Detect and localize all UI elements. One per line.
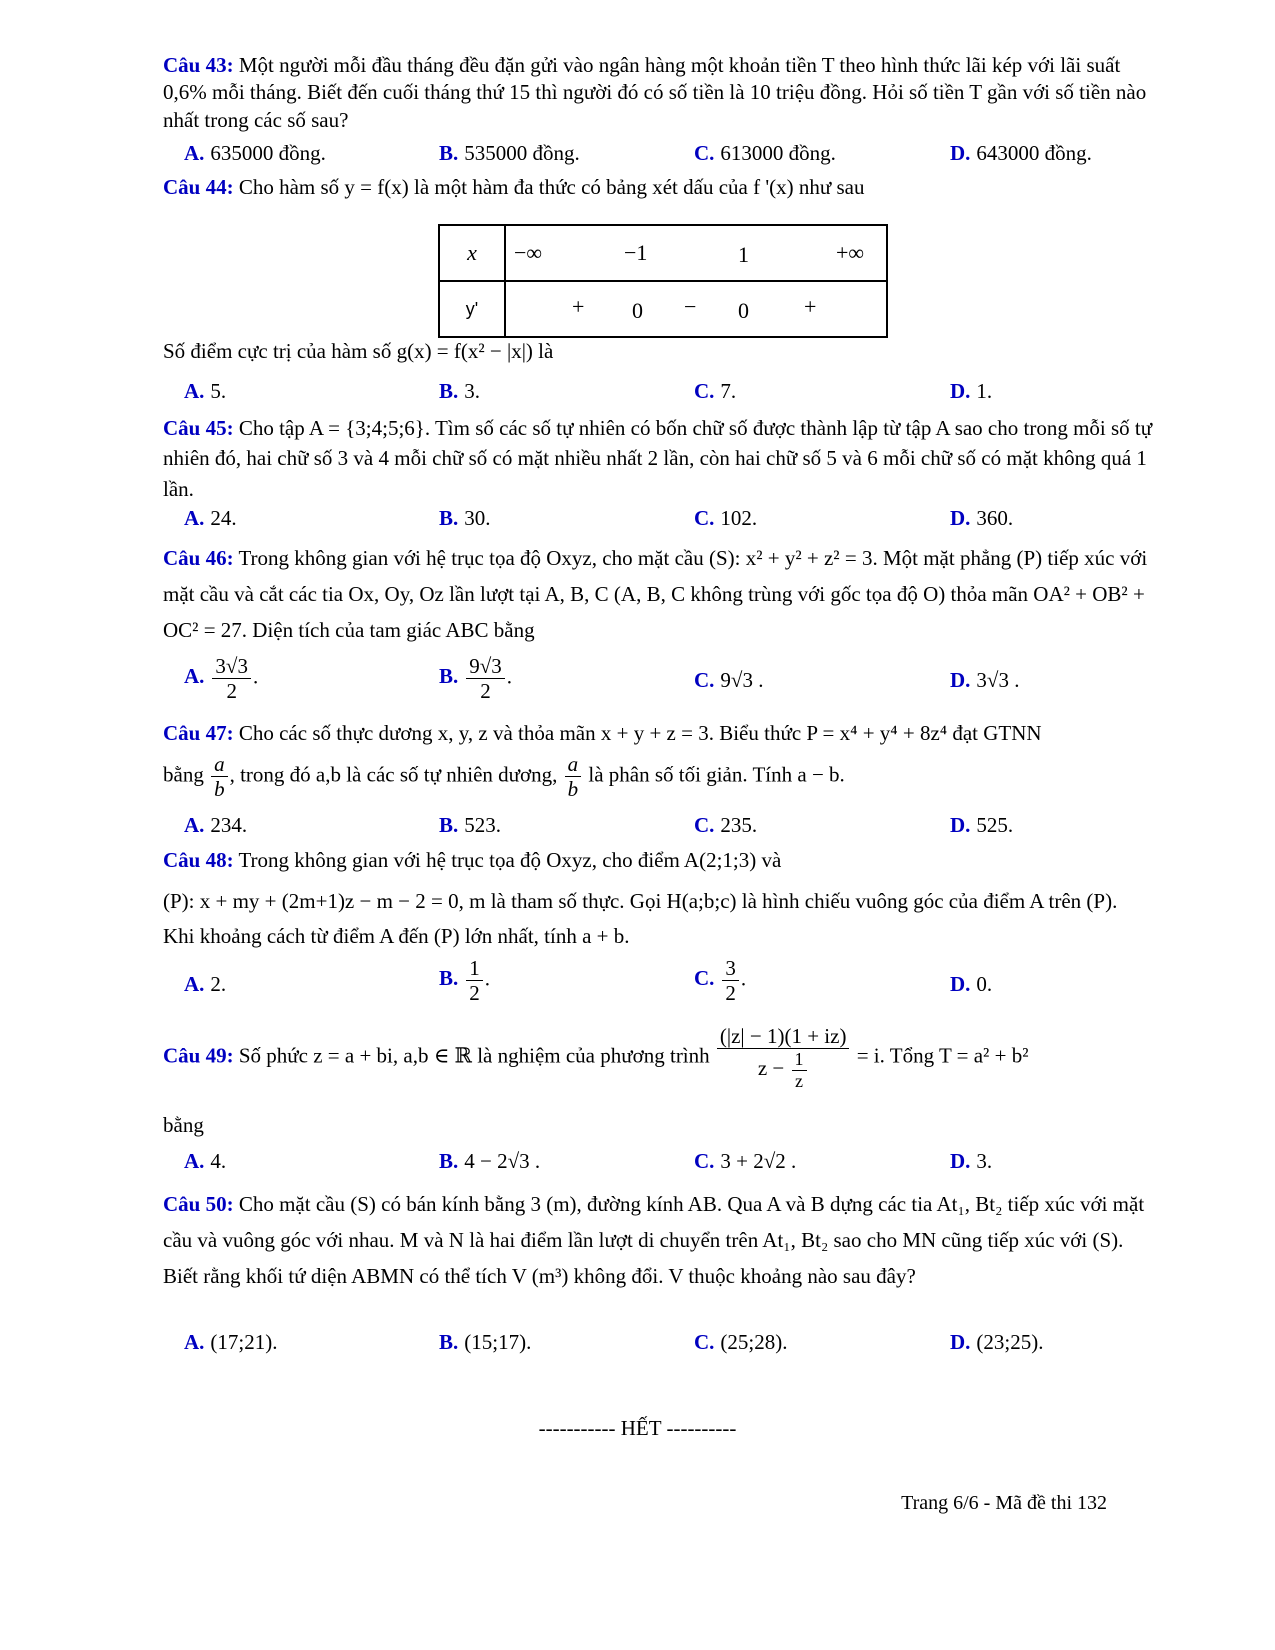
question-44-text2: Số điểm cực trị của hàm số g(x) = f(x² − |x|) là	[163, 339, 554, 363]
option-a[interactable]: A. 2.	[184, 972, 227, 996]
options-50	[184, 1330, 1144, 1360]
question-49-text2: bằng	[163, 1113, 204, 1137]
question-47-line2: bằng $\frac{a}{b}$ , trong đó a,b là các số tự nhiên dương, $\frac{a}{b}$ là phân số tối giản. Tính a − b.	[163, 752, 845, 802]
question-label: Câu 43:	[163, 53, 234, 77]
option-a[interactable]: A. 24.	[184, 506, 237, 530]
options-44	[184, 379, 1144, 409]
option-a[interactable]: A. (17;21).	[184, 1330, 278, 1354]
equation-fraction: (|z| − 1)(1 + iz) z − $\frac{1}{z}$	[717, 1024, 850, 1092]
question-text: Trong không gian với hệ trục tọa độ Oxyz, cho điểm A(2;1;3) và	[238, 848, 782, 872]
question-text: Trong không gian với hệ trục tọa độ Oxyz, cho mặt cầu (S): x² + y² + z² = 3. Một mặt phẳng (P) tiếp xúc với mặt cầu và cắt các tia Ox, Oy, Oz lần lượt tại A, B, C (A, B, C không trùng với gốc tọa độ O) thỏa mãn OA² + OB² + OC² = 27. Diện tích của tam giác ABC bằng	[163, 546, 1148, 643]
page-footer: Trang 6/6 - Mã đề thi 132	[901, 1492, 1107, 1514]
question-47	[163, 720, 1153, 747]
question-48-text2: (P): x + my + (2m+1)z − m − 2 = 0, m là tham số thực. Gọi H(a;b;c) là hình chiếu vuông góc của điểm A trên (P). Khi khoảng cách từ điểm A đến (P) lớn nhất, tính a + b.	[163, 889, 1118, 948]
options-43	[184, 141, 1144, 171]
option-d[interactable]: D. 0.	[950, 972, 993, 996]
question-43	[163, 52, 1153, 134]
end-marker: ----------- HẾT ----------	[538, 1416, 737, 1440]
question-label: Câu 48:	[163, 848, 234, 872]
option-a[interactable]: A. 5.	[184, 379, 227, 403]
option-a[interactable]: A. 635000 đồng.	[184, 141, 326, 165]
question-text: Cho các số thực dương x, y, z và thỏa mãn x + y + z = 3. Biểu thức P = x⁴ + y⁴ + 8z⁴ đạt GTNN	[238, 721, 1042, 745]
fraction: $\frac{a}{b}$	[565, 752, 582, 801]
sign-table-x-head: x	[439, 225, 505, 281]
question-text: Một người mỗi đầu tháng đều đặn gửi vào ngân hàng một khoản tiền T theo hình thức lãi kép với lãi suất 0,6% mỗi tháng. Biết đến cuối tháng thứ 15 thì người đó có số tiền là 10 triệu đồng. Hỏi số tiền T gần với số tiền nào nhất trong các số sau?	[163, 53, 1147, 132]
option-d[interactable]: D. 360.	[950, 506, 1014, 530]
option-c[interactable]: C. 3 + 2√2 .	[694, 1149, 797, 1173]
option-c[interactable]: C. 9√3 .	[694, 668, 764, 692]
option-c[interactable]: C. 613000 đồng.	[694, 141, 836, 165]
sign-table	[438, 224, 888, 338]
options-45	[184, 506, 1144, 536]
option-d[interactable]: D. 3.	[950, 1149, 993, 1173]
sign-table-y-head: y'	[439, 281, 505, 337]
option-b[interactable]: B. (15;17).	[439, 1330, 532, 1354]
option-a[interactable]: A. $\frac{3√3}{2}$ .	[184, 654, 259, 704]
options-46	[184, 654, 1144, 710]
option-b[interactable]: B. $\frac{1}{2}$ .	[439, 956, 491, 1006]
question-label: Câu 49:	[163, 1043, 234, 1068]
option-d[interactable]: D. 525.	[950, 813, 1014, 837]
sign-table-y-row: + 0 − 0 +	[505, 281, 887, 337]
options-48	[184, 956, 1144, 1012]
question-label: Câu 47:	[163, 721, 234, 745]
option-a[interactable]: A. 4.	[184, 1149, 227, 1173]
option-c[interactable]: C. $\frac{3}{2}$ .	[694, 956, 747, 1006]
question-text: Cho mặt cầu (S) có bán kính bằng 3 (m), đường kính AB. Qua A và B dựng các tia At₁, Bt₂ tiếp xúc với mặt cầu và vuông góc với nhau. M và N là hai điểm lần lượt di chuyển trên At₁, Bt₂ sao cho MN cũng tiếp xúc với (S). Biết rằng khối tứ diện ABMN có thể tích V (m³) không đổi. V thuộc khoảng nào sau đây?	[163, 1192, 1145, 1289]
question-label: Câu 45:	[163, 416, 234, 440]
question-text: Cho hàm số y = f(x) là một hàm đa thức có bảng xét dấu của f '(x) như sau	[238, 175, 865, 199]
option-b[interactable]: B. 30.	[439, 506, 491, 530]
question-label: Câu 44:	[163, 175, 234, 199]
option-c[interactable]: C. (25;28).	[694, 1330, 788, 1354]
option-d[interactable]: D. 1.	[950, 379, 993, 403]
sign-table-x-row: −∞ −1 1 +∞	[505, 225, 887, 281]
option-c[interactable]: C. 102.	[694, 506, 758, 530]
question-49: Câu 49: Số phức z = a + bi, a,b ∈ ℝ là nghiệm của phương trình (|z| − 1)(1 + iz) z − $\frac{1}{z}$ = i. Tổng T = a² + b²	[163, 1024, 1029, 1091]
option-d[interactable]: D. 3√3 .	[950, 668, 1020, 692]
option-b[interactable]: B. 535000 đồng.	[439, 141, 580, 165]
question-label: Câu 46:	[163, 546, 234, 570]
option-d[interactable]: D. (23;25).	[950, 1330, 1044, 1354]
option-d[interactable]: D. 643000 đồng.	[950, 141, 1092, 165]
fraction: $\frac{a}{b}$	[211, 752, 228, 801]
option-b[interactable]: B. 523.	[439, 813, 502, 837]
question-48	[163, 847, 1153, 874]
option-b[interactable]: B. 3.	[439, 379, 481, 403]
options-47	[184, 813, 1144, 843]
option-a[interactable]: A. 234.	[184, 813, 248, 837]
option-b[interactable]: B. $\frac{9√3}{2}$ .	[439, 654, 513, 704]
question-45	[163, 413, 1153, 504]
question-label: Câu 50:	[163, 1192, 234, 1216]
option-c[interactable]: C. 7.	[694, 379, 737, 403]
options-49	[184, 1149, 1144, 1179]
question-46	[163, 540, 1153, 648]
question-44	[163, 174, 1153, 201]
option-b[interactable]: B. 4 − 2√3 .	[439, 1149, 541, 1173]
option-c[interactable]: C. 235.	[694, 813, 758, 837]
question-text: Số phức z = a + bi, a,b ∈ ℝ là nghiệm của phương trình	[238, 1043, 710, 1068]
question-text: Cho tập A = {3;4;5;6}. Tìm số các số tự nhiên có bốn chữ số được thành lập từ tập A sao cho trong mỗi số tự nhiên đó, hai chữ số 3 và 4 mỗi chữ số có mặt nhiều nhất 2 lần, còn hai chữ số 5 và 6 mỗi chữ số có mặt không quá 1 lần.	[163, 416, 1153, 501]
question-50	[163, 1186, 1153, 1294]
